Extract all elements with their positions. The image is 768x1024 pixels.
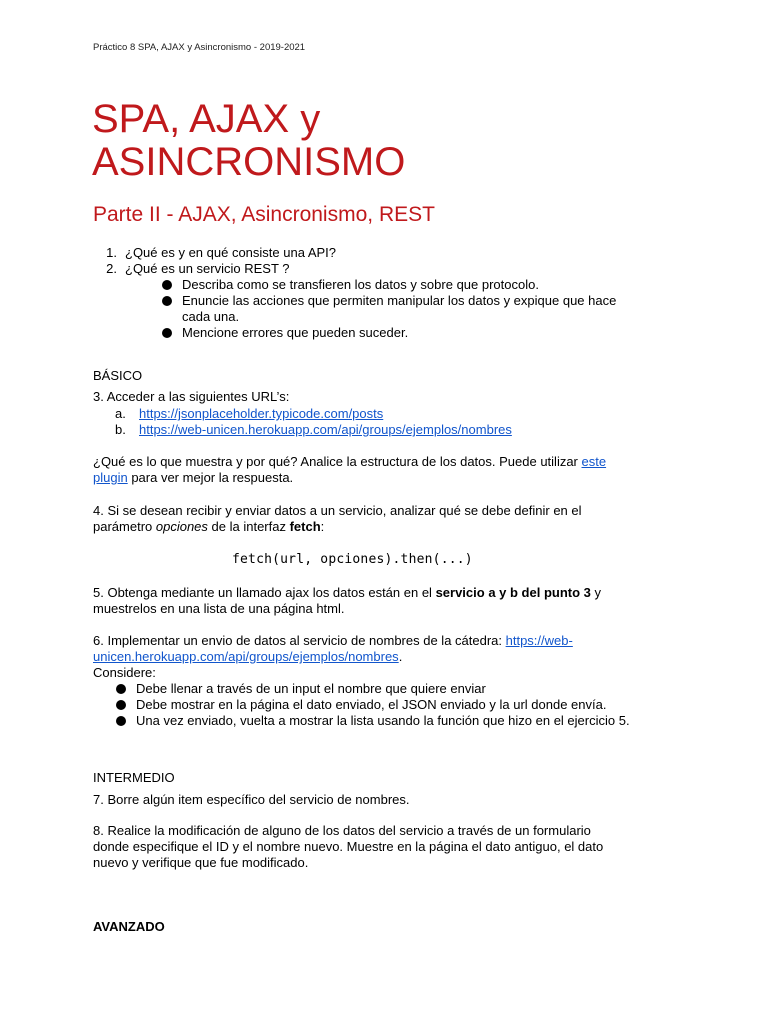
list-item: Mencione errores que pueden suceder. [162, 325, 682, 341]
link-plugin[interactable]: plugin [93, 470, 128, 485]
bullet-icon [162, 296, 172, 306]
link-este[interactable]: este [581, 454, 607, 469]
item-7: 7. Borre algún item específico del servicio de nombres. [93, 792, 410, 807]
bullet-icon [116, 700, 126, 710]
title-line-2: ASINCRONISMO [92, 140, 406, 184]
list-item-continuation: cada una. [182, 309, 240, 324]
url-item: a. https://jsonplaceholder.typicode.com/posts [115, 406, 384, 421]
bullet-icon [162, 280, 172, 290]
list-item: Enuncie las acciones que permiten manipular los datos y expique que hace [162, 293, 682, 309]
section-heading-basico: BÁSICO [93, 368, 143, 383]
page-title [92, 98, 712, 184]
analysis-paragraph: ¿Qué es lo que muestra y por qué? Analice la estructura de los datos. Puede utilizar este plugin para ver mejor la respuesta. [93, 454, 607, 485]
item-4: 4. Si se desean recibir y enviar datos a un servicio, analizar qué se debe definir en el parámetro opciones de la interfaz fetch: [93, 503, 582, 534]
bullet-icon [162, 328, 172, 338]
url-link-herokuapp[interactable]: https://web-unicen.herokuapp.com/api/groups/ejemplos/nombres [139, 422, 512, 437]
list-item: Describa como se transfieren los datos y sobre que protocolo. [162, 277, 682, 293]
list-item: Debe mostrar en la página el dato enviado, el JSON enviado y la url donde envía. [116, 697, 686, 713]
link-nombres-1[interactable]: https://web- [505, 633, 573, 648]
url-list [115, 406, 512, 438]
item-3: 3. Acceder a las siguientes URL’s: [93, 389, 290, 404]
question-list [93, 245, 336, 277]
question-item: 2. ¿Qué es un servicio REST ? [106, 261, 290, 276]
item-6-bullets [116, 681, 686, 729]
item-5: 5. Obtenga mediante un llamado ajax los datos están en el servicio a y b del punto 3 y muestrelos en una lista de una página html. [93, 585, 602, 616]
section-heading-intermedio: INTERMEDIO [93, 770, 175, 785]
item-8: 8. Realice la modificación de alguno de los datos del servicio a través de un formulario donde especifique el ID y el nombre nuevo. Muestre en la página el dato antiguo, el dato nuevo y verifique que fue modificado. [93, 823, 604, 870]
url-item: b. https://web-unicen.herokuapp.com/api/groups/ejemplos/nombres [115, 422, 512, 437]
page-header: Práctico 8 SPA, AJAX y Asincronismo - 2019-2021 [93, 42, 306, 53]
section-subtitle: Parte II - AJAX, Asincronismo, REST [93, 203, 435, 226]
list-item: Una vez enviado, vuelta a mostrar la lista usando la función que hizo en el ejercicio 5. [116, 713, 686, 729]
section-heading-avanzado: AVANZADO [93, 919, 165, 934]
list-item: Debe llenar a través de un input el nombre que quiere enviar [116, 681, 686, 697]
question-item: 1. ¿Qué es y en qué consiste una API? [106, 245, 337, 260]
bullet-icon [116, 684, 126, 694]
bullet-icon [116, 716, 126, 726]
code-snippet: fetch(url, opciones).then(...) [232, 552, 473, 567]
rest-bullet-list [162, 277, 682, 341]
title-line-1: SPA, AJAX y [92, 97, 321, 141]
link-nombres-2[interactable]: unicen.herokuapp.com/api/groups/ejemplos/nombres [93, 649, 399, 664]
item-6: 6. Implementar un envio de datos al servicio de nombres de la cátedra: https://web- unicen.herokuapp.com/api/groups/ejemplos/nombres. Considere: [93, 633, 573, 680]
url-link-jsonplaceholder[interactable]: https://jsonplaceholder.typicode.com/posts [139, 406, 384, 421]
